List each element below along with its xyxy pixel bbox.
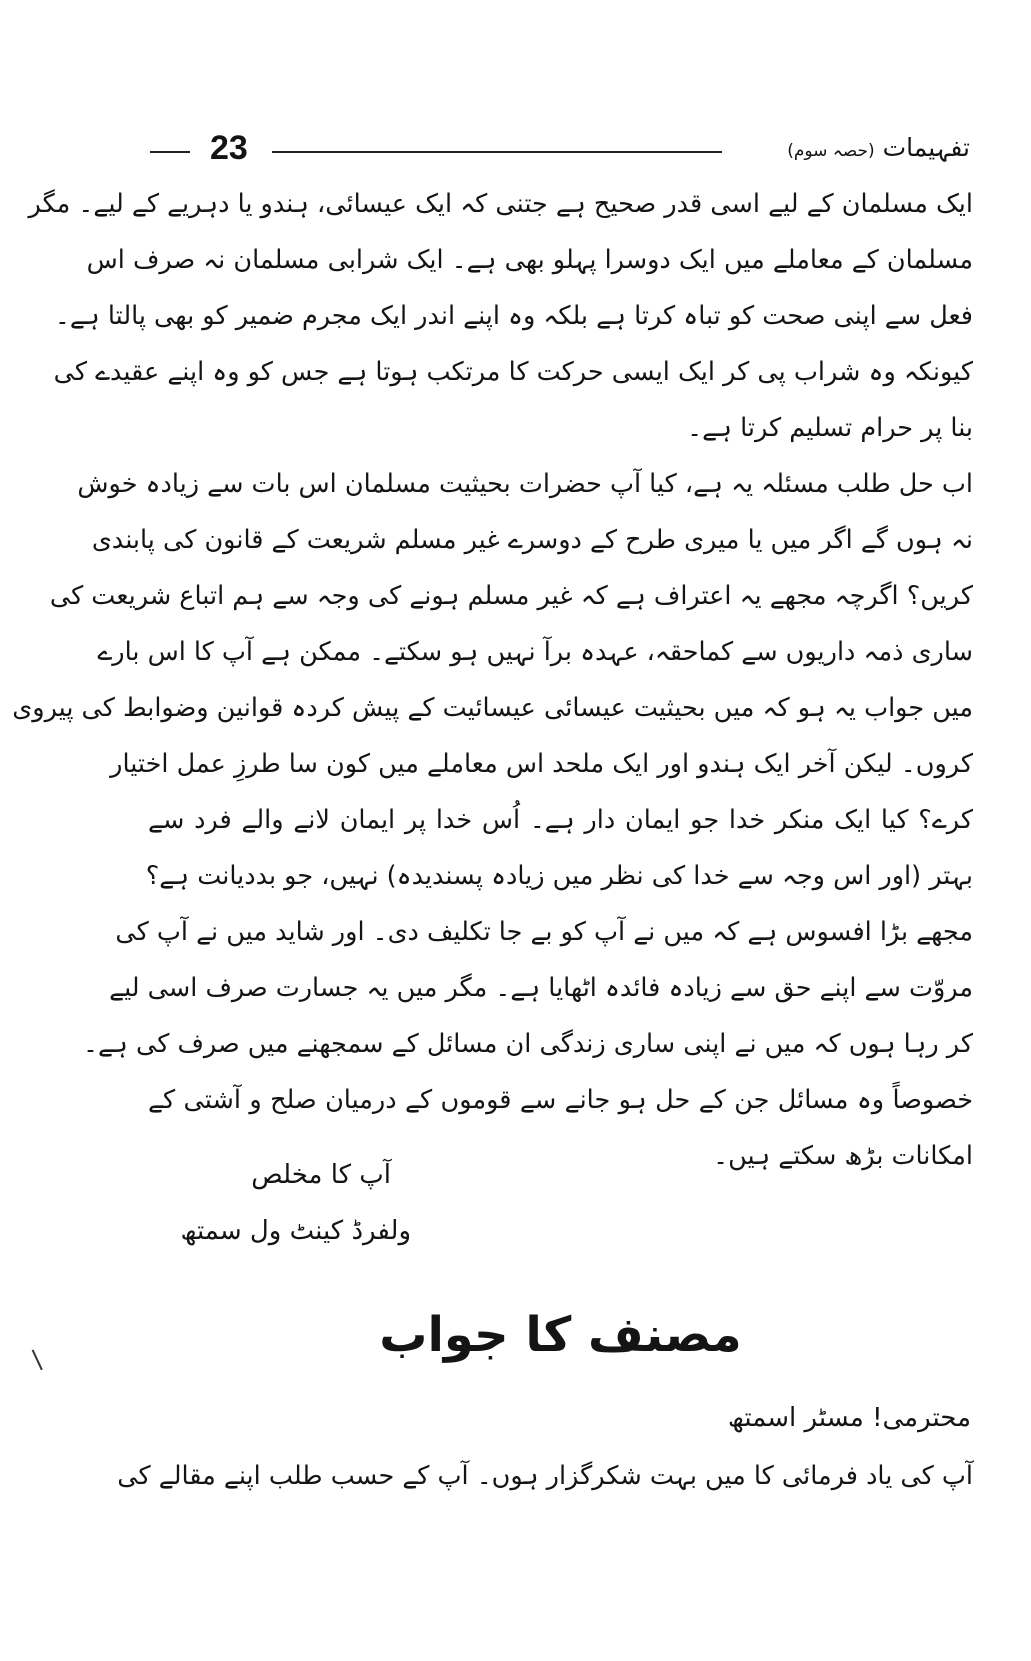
valediction: آپ کا مخلص xyxy=(251,1160,391,1190)
text-line: کیونکہ وہ شراب پی کر ایک ایسی حرکت کا مرتکب ہوتا ہے جس کو وہ اپنے عقیدے کی xyxy=(53,357,973,387)
text-line: کریں؟ اگرچہ مجھے یہ اعتراف ہے کہ غیر مسلم ہونے کی وجہ سے ہم اتباع شریعت کی xyxy=(49,581,973,611)
margin-mark xyxy=(32,1348,47,1370)
reply-heading: مصنف کا جواب xyxy=(379,1307,742,1363)
reply-first-line-container xyxy=(117,1448,973,1504)
text-line: مروّت سے اپنے حق سے زیادہ فائدہ اٹھایا ہے۔ مگر میں یہ جسارت صرف اسی لیے xyxy=(109,973,973,1003)
running-header xyxy=(150,128,970,168)
text-line: آپ کی یاد فرمائی کا میں بہت شکرگزار ہوں۔ آپ کے حسب طلب اپنے مقالے کی xyxy=(117,1461,973,1491)
text-line: کرے؟ کیا ایک منکر خدا جو ایمان دار ہے۔ اُس خدا پر ایمان لانے والے فرد سے xyxy=(148,805,973,835)
text-line: امکانات بڑھ سکتے ہیں۔ xyxy=(713,1141,973,1171)
header-title xyxy=(787,128,970,171)
book-part: (حصہ سوم) xyxy=(787,141,875,161)
text-line: مجھے بڑا افسوس ہے کہ میں نے آپ کو بے جا تکلیف دی۔ اور شاید میں نے آپ کی xyxy=(115,917,973,947)
signature: ولفرڈ کینٹ ول سمتھ xyxy=(180,1216,411,1246)
text-line: فعل سے اپنی صحت کو تباہ کرتا ہے بلکہ وہ اپنے اندر ایک مجرم ضمیر کو بھی پالتا ہے۔ xyxy=(54,301,973,331)
text-line: کر رہا ہوں کہ میں نے اپنی ساری زندگی ان مسائل کے سمجھنے میں صرف کی ہے۔ xyxy=(83,1029,973,1059)
letter-body xyxy=(12,176,973,1184)
page-number: 23 xyxy=(210,129,248,167)
text-line: کروں۔ لیکن آخر ایک ہندو اور ایک ملحد اس معاملے میں کون سا طرزِ عمل اختیار xyxy=(110,749,973,779)
book-title: تفہیمات xyxy=(882,133,970,162)
text-line: میں جواب یہ ہو کہ میں بحیثیت عیسائی عیسائیت کے پیش کردہ قوانین وضوابط کی پیروی xyxy=(12,693,973,723)
text-line: ساری ذمہ داریوں سے کماحقہ، عہدہ برآ نہیں ہو سکتے۔ ممکن ہے آپ کا اس بارے xyxy=(97,637,973,667)
salutation: محترمی! مسٹر اسمتھ xyxy=(727,1403,971,1433)
text-line: بہتر (اور اس وجہ سے خدا کی نظر میں زیادہ پسندیدہ) نہیں، جو بددیانت ہے؟ xyxy=(145,861,973,891)
text-line: ایک مسلمان کے لیے اسی قدر صحیح ہے جتنی کہ ایک عیسائی، ہندو یا دہریے کے لیے۔ مگر xyxy=(28,189,973,219)
text-line: خصوصاً وہ مسائل جن کے حل ہو جانے سے قوموں کے درمیان صلح و آشتی کے xyxy=(148,1085,973,1115)
text-line: اب حل طلب مسئلہ یہ ہے، کیا آپ حضرات بحیثیت مسلمان اس بات سے زیادہ خوش xyxy=(77,469,973,499)
text-line: بنا پر حرام تسلیم کرتا ہے۔ xyxy=(687,413,973,443)
text-line: نہ ہوں گے اگر میں یا میری طرح کے دوسرے غیر مسلم شریعت کے قانون کی پابندی xyxy=(91,525,973,555)
header-rule xyxy=(272,151,722,153)
header-rule-left xyxy=(150,151,190,153)
text-line: مسلمان کے معاملے میں ایک دوسرا پہلو بھی ہے۔ ایک شرابی مسلمان نہ صرف اس xyxy=(86,245,973,275)
